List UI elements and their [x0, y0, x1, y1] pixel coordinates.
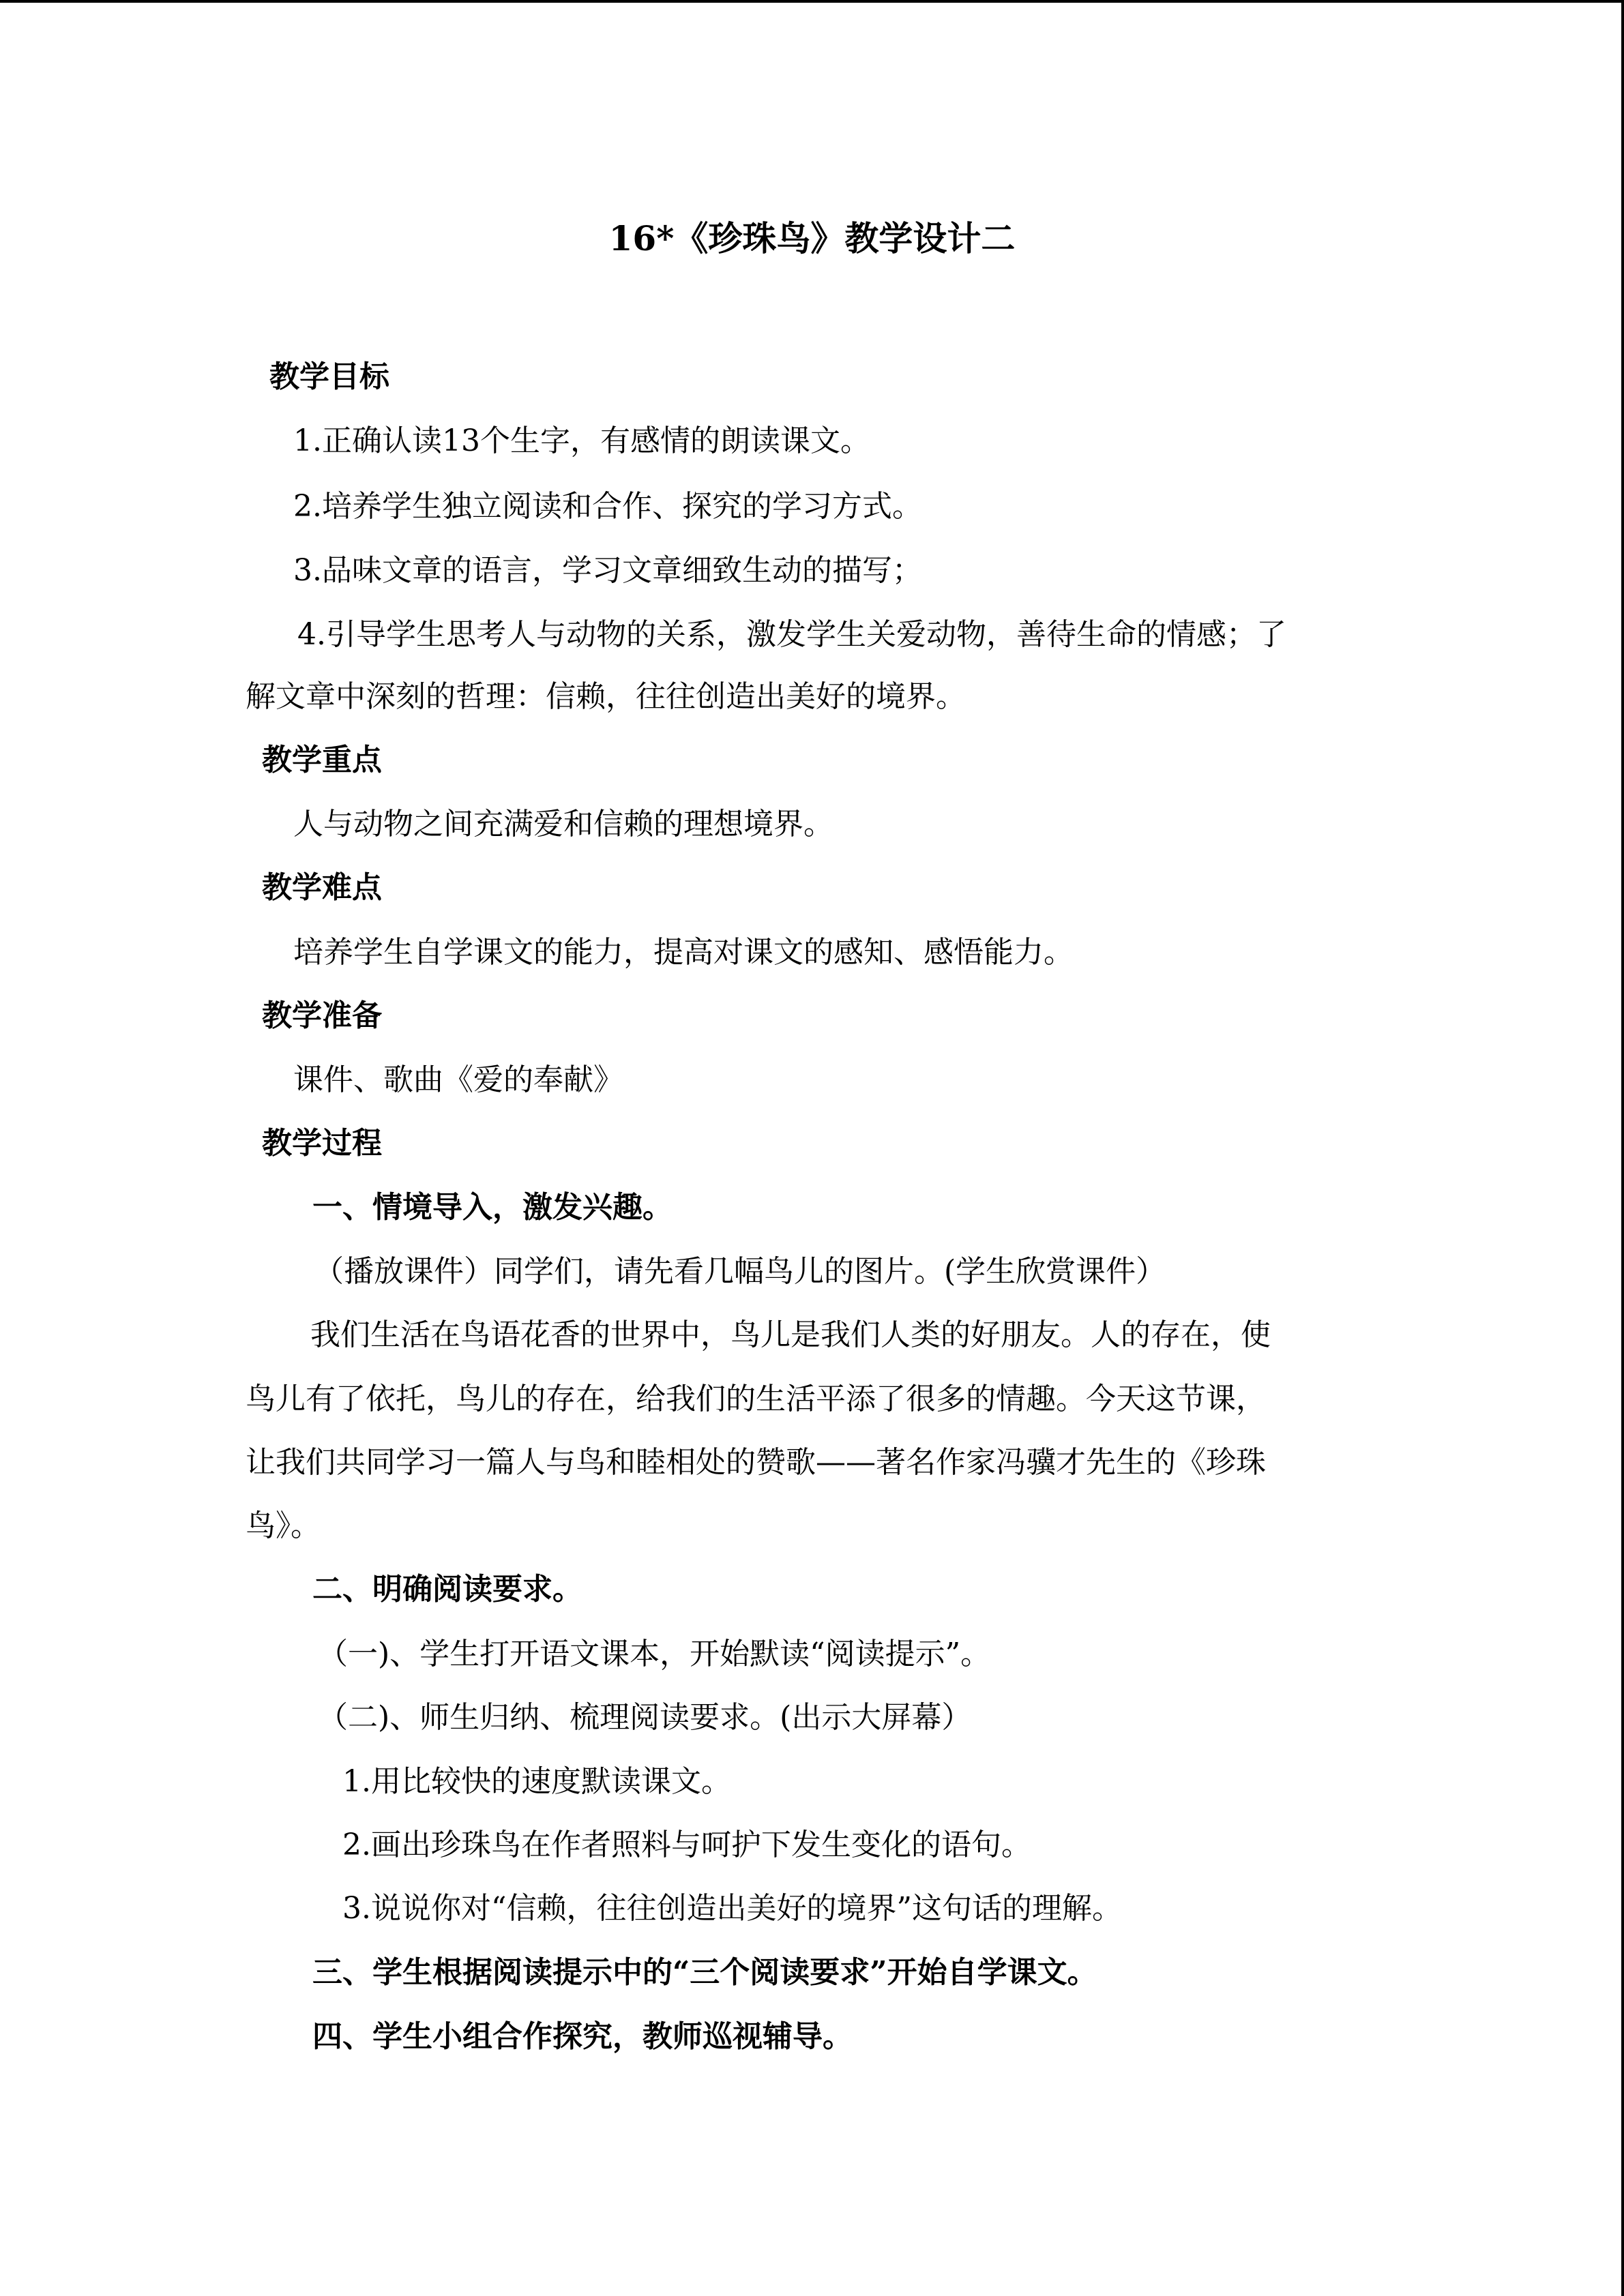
step2-line: （一)、学生打开语文课本，开始默读“阅读提示”。 — [318, 1637, 991, 1671]
step2-requirement: 2.画出珍珠鸟在作者照料与呵护下发生变化的语句。 — [342, 1828, 1031, 1862]
process-heading: 教学过程 — [262, 1126, 382, 1161]
preparation-text: 课件、歌曲《爱的奉献》 — [293, 1062, 623, 1097]
step2-heading: 二、明确阅读要求。 — [312, 1572, 582, 1607]
step2-requirement: 1.用比较快的速度默读课文。 — [342, 1764, 731, 1799]
key-point-heading: 教学重点 — [262, 743, 382, 777]
objectives-heading: 教学目标 — [269, 359, 389, 394]
document-title: 16*《珍珠鸟》教学设计二 — [608, 218, 1016, 258]
preparation-heading: 教学准备 — [262, 998, 382, 1033]
step4-heading: 四、学生小组合作探究，教师巡视辅导。 — [312, 2019, 853, 2054]
step2-requirement: 3.说说你对“信赖，往往创造出美好的境界”这句话的理解。 — [342, 1891, 1122, 1926]
difficulty-heading: 教学难点 — [262, 870, 382, 905]
step2-line: （二)、师生归纳、梳理阅读要求。(出示大屏幕） — [318, 1700, 972, 1735]
step1-paragraph-line: 我们生活在鸟语花香的世界中，鸟儿是我们人类的好朋友。人的存在，使 — [310, 1317, 1271, 1352]
step1-paragraph-line: 让我们共同学习一篇人与鸟和睦相处的赞歌——著名作家冯骥才先生的《珍珠 — [246, 1445, 1266, 1480]
step3-heading: 三、学生根据阅读提示中的“三个阅读要求”开始自学课文。 — [312, 1955, 1097, 1990]
step1-heading: 一、情境导入，激发兴趣。 — [312, 1190, 673, 1225]
difficulty-text: 培养学生自学课文的能力，提高对课文的感知、感悟能力。 — [293, 935, 1074, 970]
objective-item: 2.培养学生独立阅读和合作、探究的学习方式。 — [293, 489, 922, 524]
step1-paragraph-line: 鸟儿有了依托，鸟儿的存在，给我们的生活平添了很多的情趣。今天这节课， — [246, 1382, 1266, 1416]
objective-item: 3.品味文章的语言，学习文章细致生动的描写； — [293, 553, 922, 588]
objective-item-continuation: 解文章中深刻的哲理：信赖，往往创造出美好的境界。 — [246, 679, 966, 714]
objective-item: 4.引导学生思考人与动物的关系，激发学生关爱动物，善待生命的情感；了 — [297, 617, 1286, 652]
key-point-text: 人与动物之间充满爱和信赖的理想境界。 — [293, 807, 833, 841]
step1-paragraph-line: 鸟》。 — [246, 1508, 321, 1543]
objective-item: 1.正确认读13个生字，有感情的朗读课文。 — [293, 423, 870, 458]
page-border-right — [1621, 0, 1624, 2296]
step1-paragraph-line: （播放课件）同学们，请先看几幅鸟儿的图片。(学生欣赏课件） — [314, 1254, 1166, 1289]
page-border-top — [0, 0, 1624, 3]
